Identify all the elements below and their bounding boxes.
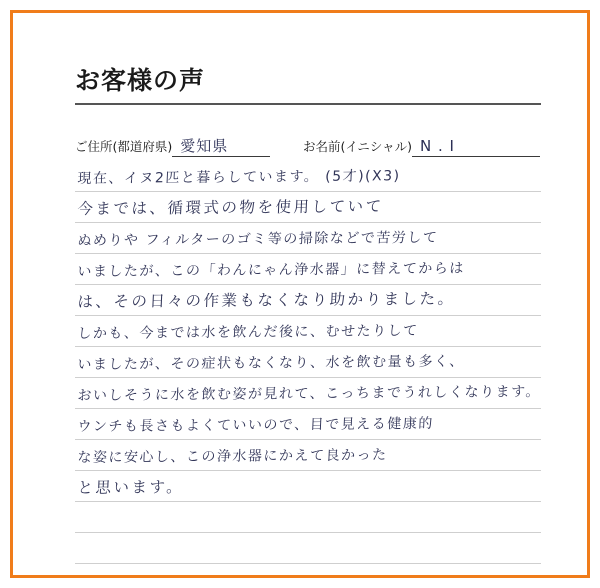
address-field-underline [172,135,270,157]
customer-name-field-underline [412,137,540,157]
handwritten-text: しかも、今までは水を飲んだ後に、むせたりして [77,323,419,343]
handwritten-text: いましたが、その症状もなくなり、水を飲む量も多く、 [77,353,466,374]
handwritten-text: ぬめりや フィルターのゴミ等の掃除などで苦労して [77,229,439,250]
address-field-label: ご住所(都道府県) [75,139,173,154]
handwritten-text: 現在、イヌ2匹と暮らしています。 (5才)(X3) [77,168,401,188]
handwritten-line [75,161,541,192]
handwritten-line [75,440,541,471]
handwritten-text: 今までは、循環式の物を使用していて [77,197,384,219]
handwritten-text: ウンチも長さもよくていいので、目で見える健康的 [77,415,435,436]
handwritten-body [75,161,541,564]
header-fields [75,131,541,157]
handwritten-text: いましたが、この「わんにゃん浄水器」に替えてからは [77,260,466,281]
handwritten-line [75,285,541,316]
handwritten-line [75,471,541,502]
handwritten-text: と思います。 [77,478,185,498]
handwritten-line [75,223,541,254]
address-field [75,135,270,157]
handwritten-text: おいしそうに水を飲む姿が見れて、こっちまでうれしくなります。 [77,383,542,405]
handwritten-line [75,347,541,378]
orange-border-frame [10,10,590,578]
page-content [13,13,587,575]
handwritten-line [75,316,541,347]
title-divider [75,103,541,105]
handwritten-line [75,533,541,564]
customer-name-field-label: お名前(イニシャル) [303,139,413,154]
handwritten-line [75,192,541,223]
handwritten-line [75,409,541,440]
customer-name-field-value: N . I [420,137,455,155]
handwritten-text: な姿に安心し、この浄水器にかえて良かった [77,447,388,467]
handwritten-line [75,378,541,409]
handwritten-line [75,254,541,285]
page-title: お客様の声 [75,66,206,95]
customer-name-field [303,137,540,157]
address-field-value: 愛知県 [180,137,229,155]
handwritten-line [75,502,541,533]
handwritten-text: は、その日々の作業もなくなり助かりました。 [77,289,457,312]
